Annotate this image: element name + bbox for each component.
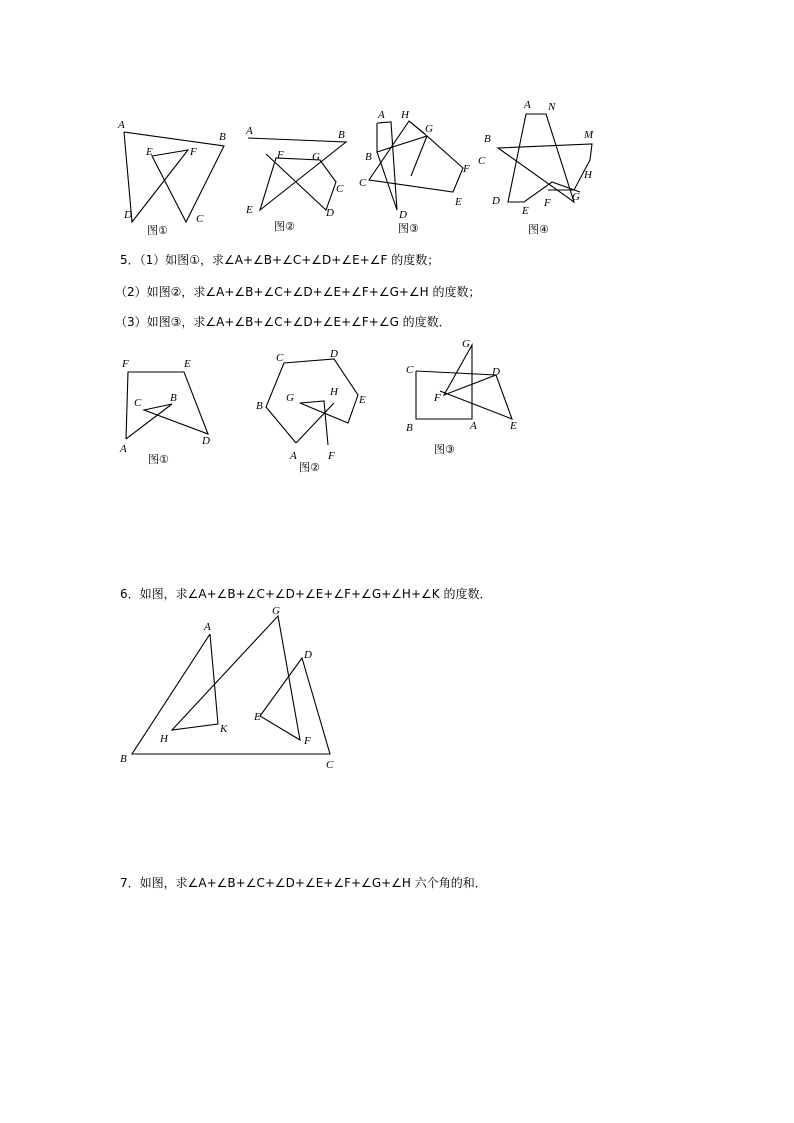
label-D: D — [399, 209, 407, 221]
label-B: B — [365, 151, 372, 163]
label-F: F — [544, 197, 551, 209]
label-C: C — [336, 183, 344, 195]
label-C: C — [134, 397, 142, 409]
label-C: C — [326, 759, 334, 771]
q5-fig3-segments — [416, 345, 512, 419]
label-D: D — [330, 348, 338, 360]
label-E: E — [522, 205, 529, 217]
label-C: C — [196, 213, 204, 225]
fig4-segments — [498, 114, 592, 202]
label-F: F — [463, 163, 470, 175]
question-5-part-2: （2）如图②，求∠A+∠B+∠C+∠D+∠E+∠F+∠G+∠H 的度数； — [115, 285, 481, 299]
caption-fig1: 图① — [147, 224, 168, 237]
question-5-part-1: 5．（1）如图①，求∠A+∠B+∠C+∠D+∠E+∠F 的度数； — [120, 253, 440, 267]
label-F: F — [190, 146, 197, 158]
label-E: E — [510, 420, 517, 432]
question-7: 7．如图，求∠A+∠B+∠C+∠D+∠E+∠F+∠G+∠H 六个角的和． — [120, 876, 487, 890]
label-F: F — [328, 450, 335, 462]
label-D: D — [326, 207, 334, 219]
label-C: C — [359, 177, 367, 189]
label-B: B — [256, 400, 263, 412]
label-A: A — [378, 109, 385, 121]
fig4-segments-2 — [508, 114, 580, 202]
label-D: D — [492, 195, 500, 207]
label-A: A — [524, 99, 531, 111]
label-A: A — [246, 125, 253, 137]
label-G: G — [286, 392, 294, 404]
top-figure-4 — [478, 96, 608, 241]
label-F: F — [434, 392, 441, 404]
label-A: A — [118, 119, 125, 131]
q5-figure-2 — [250, 345, 375, 475]
fig2-segments — [248, 138, 346, 210]
label-H: H — [160, 733, 168, 745]
label-E: E — [254, 711, 261, 723]
question-5-part-3: （3）如图③，求∠A+∠B+∠C+∠D+∠E+∠F+∠G 的度数． — [115, 315, 451, 329]
label-C: C — [276, 352, 284, 364]
caption-q5-fig2: 图② — [299, 461, 320, 474]
label-G: G — [572, 191, 580, 203]
label-B: B — [219, 131, 226, 143]
label-F: F — [122, 358, 129, 370]
label-D: D — [492, 366, 500, 378]
label-F: F — [277, 149, 284, 161]
caption-q5-fig3: 图③ — [434, 443, 455, 456]
label-A: A — [470, 420, 477, 432]
label-E: E — [455, 196, 462, 208]
label-E: E — [359, 394, 366, 406]
caption-fig2: 图② — [274, 220, 295, 233]
caption-fig4: 图④ — [528, 223, 549, 236]
top-figure-2 — [240, 110, 360, 240]
label-E: E — [184, 358, 191, 370]
caption-fig3: 图③ — [398, 222, 419, 235]
fig3-shape — [369, 121, 463, 192]
label-B: B — [406, 422, 413, 434]
label-F: F — [304, 735, 311, 747]
label-E: E — [146, 146, 153, 158]
label-A: A — [120, 443, 127, 455]
q5-figure-1 — [110, 350, 225, 470]
label-G: G — [272, 605, 280, 617]
q6-figure — [110, 605, 350, 780]
label-N: N — [548, 101, 556, 113]
label-B: B — [120, 753, 127, 765]
top-figure-1 — [110, 110, 240, 240]
label-B: B — [484, 133, 491, 145]
label-D: D — [124, 209, 132, 221]
label-E: E — [246, 204, 253, 216]
label-C: C — [406, 364, 414, 376]
label-H: H — [401, 109, 409, 121]
label-K: K — [220, 723, 228, 735]
q5-figure-3 — [400, 335, 530, 465]
label-G: G — [312, 151, 320, 163]
label-G: G — [462, 338, 470, 350]
label-C: C — [478, 155, 486, 167]
fig3-segments — [377, 122, 397, 210]
label-G: G — [425, 123, 433, 135]
label-A: A — [204, 621, 211, 633]
label-M: M — [584, 129, 594, 141]
fig1-segments — [124, 132, 224, 222]
label-D: D — [202, 435, 210, 447]
label-B: B — [170, 392, 177, 404]
caption-q5-fig1: 图① — [148, 453, 169, 466]
question-6: 6．如图，求∠A+∠B+∠C+∠D+∠E+∠F+∠G+∠H+∠K 的度数． — [120, 587, 492, 601]
label-A: A — [290, 450, 297, 462]
q5-fig2-segments — [266, 359, 358, 445]
label-B: B — [338, 129, 345, 141]
top-figure-3 — [359, 100, 480, 240]
label-H: H — [330, 386, 338, 398]
label-H: H — [584, 169, 592, 181]
label-D: D — [304, 649, 312, 661]
